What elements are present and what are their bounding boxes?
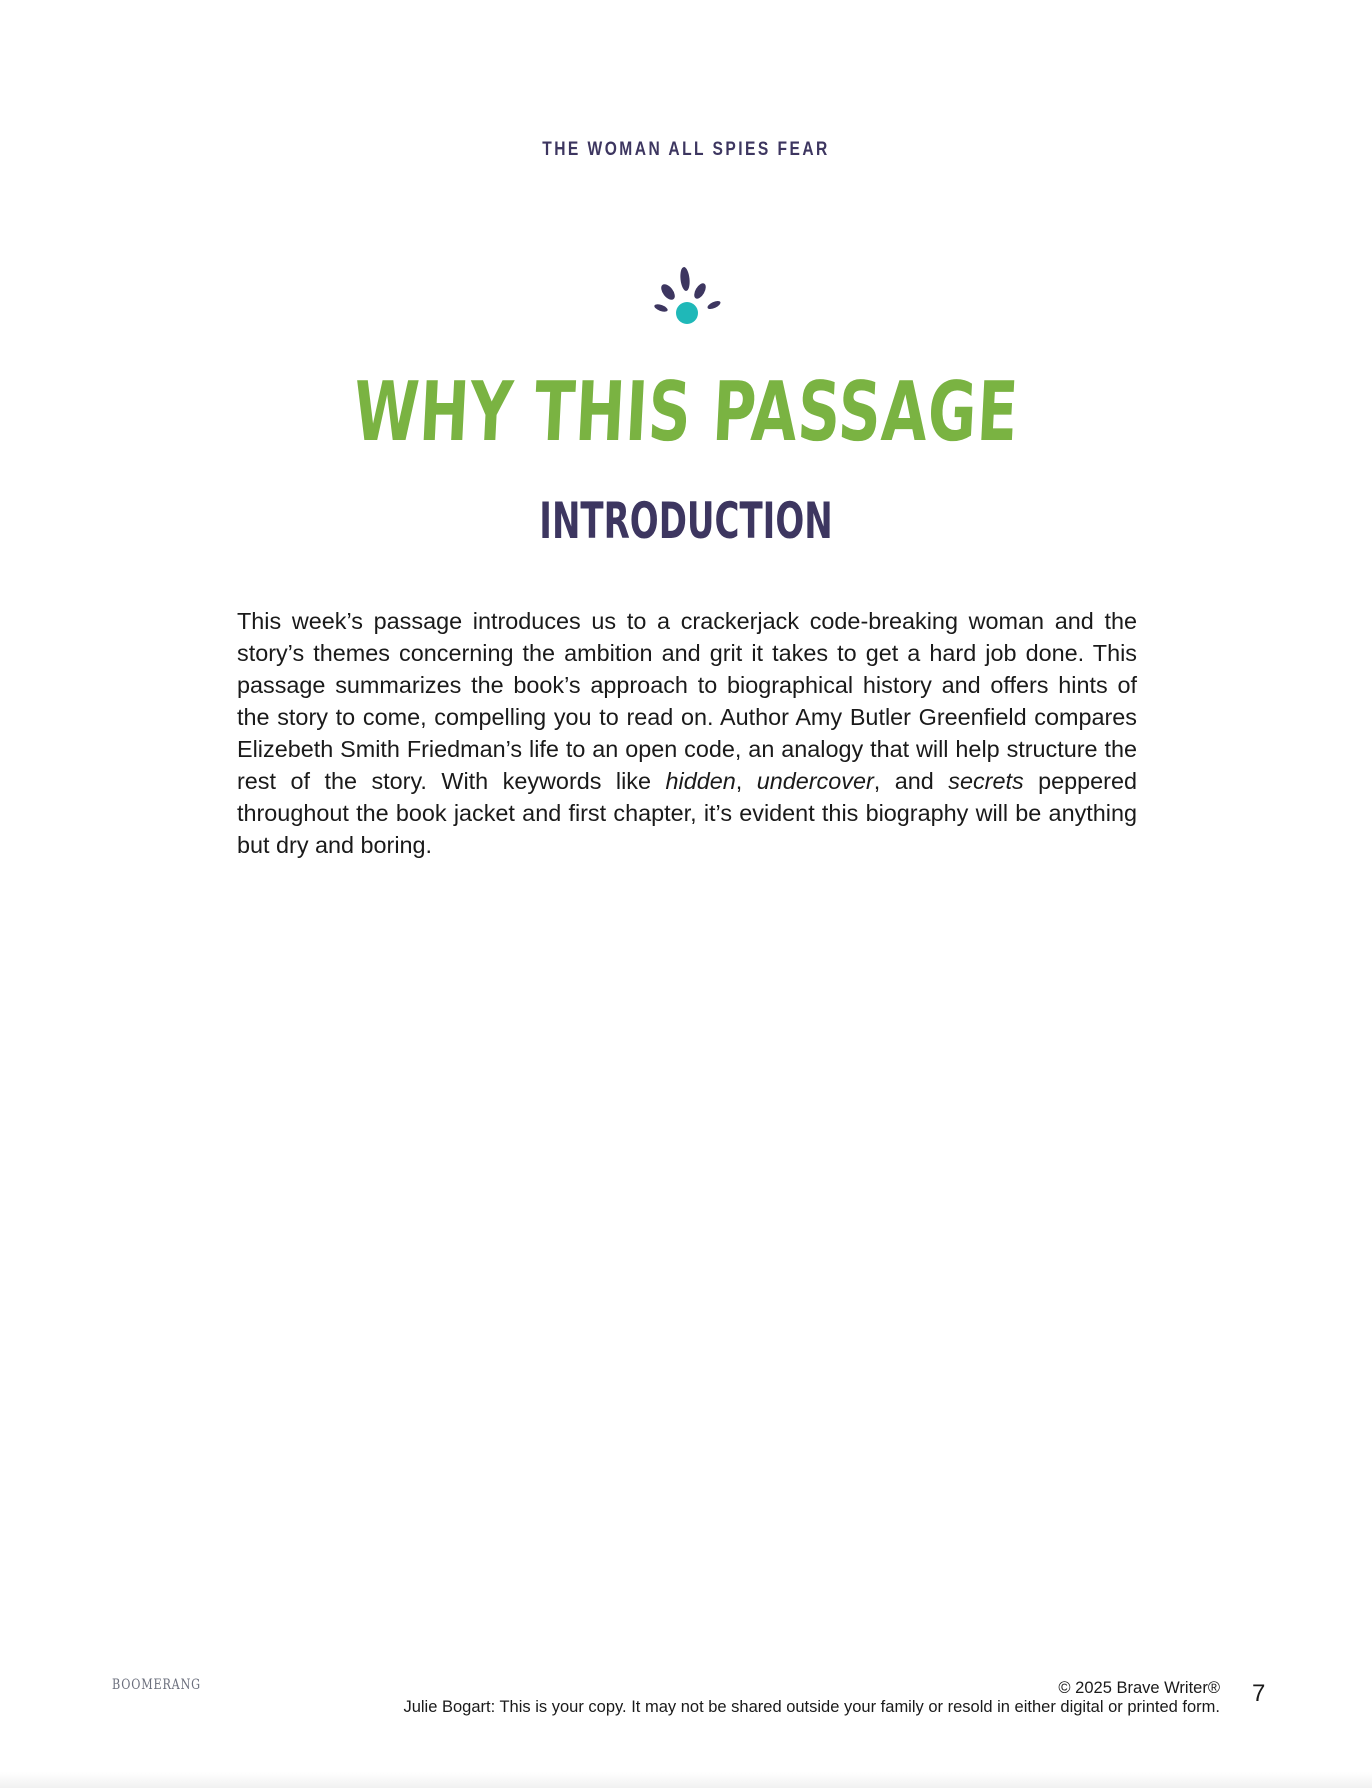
boomerang-logo: BOOMERANG — [112, 1677, 201, 1693]
section-subtitle: INTRODUCTION — [539, 492, 833, 550]
splash-ornament-icon — [648, 263, 728, 343]
keyword-hidden: hidden — [665, 768, 736, 794]
intro-paragraph — [237, 605, 1137, 861]
paragraph-separator: , and — [873, 768, 949, 794]
copyright-notice: © 2025 Brave Writer® — [1058, 1679, 1220, 1697]
running-header: THE WOMAN ALL SPIES FEAR — [542, 139, 830, 160]
section-title: WHY THIS PASSAGE — [351, 365, 1021, 460]
page-number: 7 — [1252, 1680, 1266, 1707]
paragraph-separator: , — [735, 768, 757, 794]
page-bottom-edge — [0, 1772, 1372, 1788]
paragraph-text: This week’s passage introduces us to a crackerjack code-breaking woman and the story’s themes concerning the ambition and grit it takes to get a hard job done. This passage summarizes the book’s approach to biographical history and offers hints of the story to come, compelling you to read on. Author Amy Butler Greenfield compares Elizebeth Smith Friedman’s life to an open code, an analogy that will help structure the rest of the story. With keywords like — [237, 608, 1137, 794]
keyword-secrets: secrets — [948, 768, 1024, 794]
keyword-undercover: undercover — [756, 768, 874, 794]
license-notice: Julie Bogart: This is your copy. It may not be shared outside your family or resold in either digital or printed form. — [403, 1698, 1220, 1716]
paragraph-text-end: peppered throughout the book jacket and first chapter, it’s evident this biography will be anything but dry and boring. — [237, 768, 1137, 858]
